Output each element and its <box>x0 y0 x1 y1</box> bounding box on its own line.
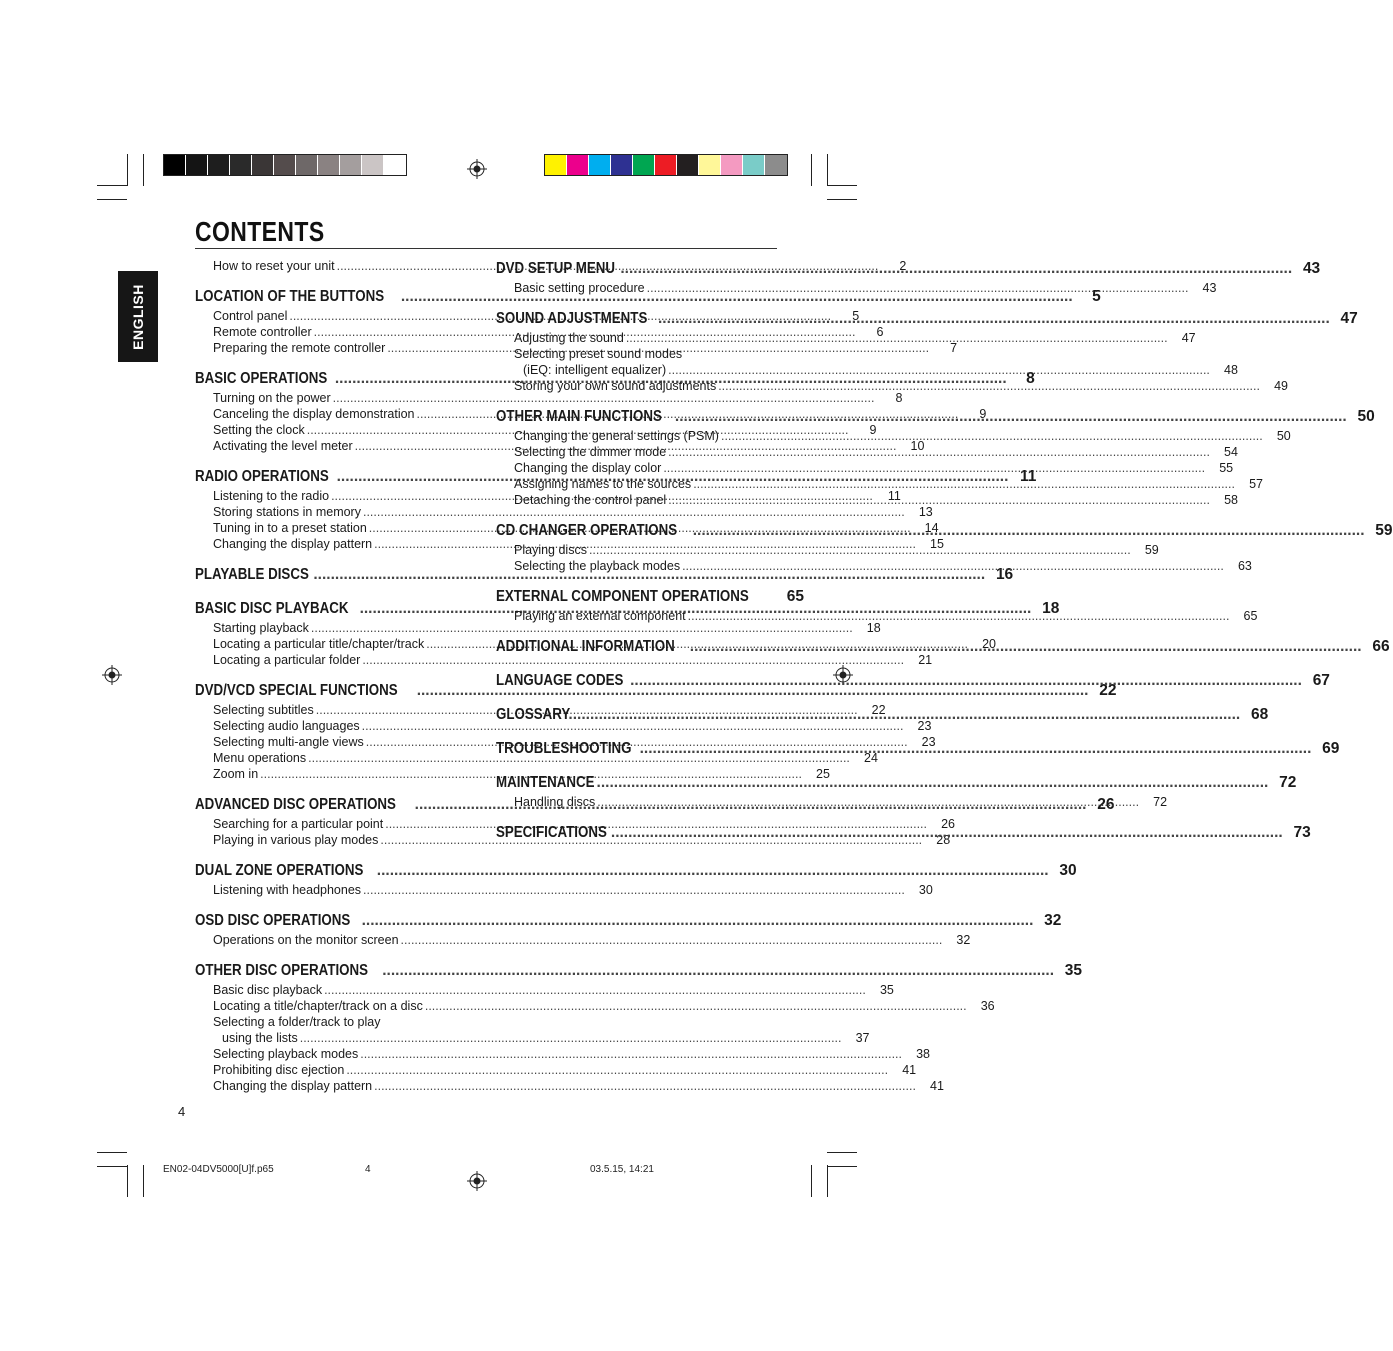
toc-item-label: Playing an external component <box>514 609 686 623</box>
toc-item-label: Setting the clock <box>213 423 305 437</box>
footer-page: 4 <box>365 1164 371 1175</box>
toc-heading-label: ADDITIONAL INFORMATION <box>496 638 675 655</box>
toc-item-page: 8 <box>895 391 903 405</box>
toc-item[interactable] <box>195 932 971 948</box>
toc-item-label: Searching for a particular point <box>213 817 384 831</box>
color-swatch <box>567 155 589 175</box>
dot-leader <box>597 772 1269 794</box>
toc-item-page: 13 <box>918 505 933 519</box>
toc-item-label: Storing your own sound adjustments <box>514 379 717 393</box>
toc-item-page: 23 <box>921 735 936 749</box>
toc-item[interactable] <box>195 652 933 668</box>
toc-item-page: 2 <box>899 259 907 273</box>
toc-heading-page: 35 <box>1064 962 1083 979</box>
toc-heading-page: 65 <box>786 588 804 605</box>
toc-section <box>195 910 1062 948</box>
dot-leader <box>382 960 1054 982</box>
toc-item-page: 9 <box>869 423 877 437</box>
toc-heading-label: BASIC DISC PLAYBACK <box>195 600 349 617</box>
toc-item-page: 49 <box>1274 379 1288 393</box>
color-swatch <box>589 155 611 175</box>
color-swatch <box>765 155 787 175</box>
toc-item-page: 30 <box>918 883 933 897</box>
dot-leader <box>377 860 1049 882</box>
toc-item-label: Detaching the control panel <box>514 493 667 507</box>
toc-item[interactable] <box>195 1046 931 1062</box>
toc-item-label: Control panel <box>213 309 288 323</box>
toc-heading-label: CD CHANGER OPERATIONS <box>496 522 678 539</box>
language-tab-label: ENGLISH <box>130 283 146 350</box>
toc-heading-label: SOUND ADJUSTMENTS <box>496 310 648 327</box>
toc-heading-page: 47 <box>1340 310 1358 327</box>
toc-item-label: Playing discs <box>514 543 587 557</box>
page-title: CONTENTS <box>195 216 325 247</box>
color-swatch <box>230 155 252 175</box>
toc-item-label: Selecting a folder/track to play <box>213 1015 381 1029</box>
toc-item-label: Changing the display color <box>514 461 662 475</box>
toc-heading-page: 67 <box>1312 672 1330 689</box>
toc-item[interactable] <box>496 428 1291 444</box>
dot-leader <box>611 822 1283 844</box>
toc-item[interactable] <box>195 998 995 1014</box>
toc-item-page: 5 <box>852 309 860 323</box>
toc-heading[interactable] <box>195 960 1083 982</box>
toc-heading-label: EXTERNAL COMPONENT OPERATIONS <box>496 588 749 605</box>
dot-leader <box>597 794 1139 810</box>
footer-date: 03.5.15, 14:21 <box>590 1164 654 1175</box>
dot-leader <box>362 910 1034 932</box>
dot-leader <box>620 258 1292 280</box>
dot-leader <box>658 308 1330 330</box>
toc-heading-label: TROUBLESHOOTING <box>496 740 632 757</box>
dot-leader <box>688 608 1230 624</box>
toc-item-page: 36 <box>980 999 995 1013</box>
toc-section <box>195 960 1083 1094</box>
toc-item[interactable] <box>195 504 933 520</box>
toc-item[interactable] <box>195 882 933 898</box>
toc-item-label: Storing stations in memory <box>213 505 361 519</box>
toc-item-label: Selecting multi-angle views <box>213 735 364 749</box>
toc-item-label: Prohibiting disc ejection <box>213 1063 345 1077</box>
toc-heading-page: 16 <box>995 566 1014 583</box>
toc-item-label: Locating a title/chapter/track on a disc <box>213 999 423 1013</box>
toc-item-label: using the lists <box>222 1031 298 1045</box>
registration-mark-icon <box>102 665 122 685</box>
color-swatch <box>296 155 318 175</box>
toc-heading-label: OTHER DISC OPERATIONS <box>195 962 369 979</box>
toc-heading-page: 32 <box>1044 912 1062 929</box>
dot-leader <box>640 738 1312 760</box>
toc-item-label: Zoom in <box>213 767 259 781</box>
toc-heading-label: LANGUAGE CODES <box>496 672 624 689</box>
toc-item-page: 22 <box>871 703 886 717</box>
toc-heading[interactable] <box>496 258 1321 280</box>
toc-heading-label: SPECIFICATIONS <box>496 824 607 841</box>
toc-heading-label: RADIO OPERATIONS <box>195 468 329 485</box>
toc-item-page: 18 <box>866 621 881 635</box>
toc-item-page: 25 <box>816 767 830 781</box>
color-swatch <box>655 155 677 175</box>
toc-item-page: 23 <box>917 719 932 733</box>
toc-item-page: 41 <box>902 1063 917 1077</box>
toc-item-label: Selecting the playback modes <box>514 559 681 573</box>
dot-leader <box>668 492 1210 508</box>
toc-heading-label: LOCATION OF THE BUTTONS <box>195 288 385 305</box>
toc-item-label: Changing the general settings (PSM) <box>514 429 719 443</box>
color-swatch <box>721 155 743 175</box>
toc-heading[interactable] <box>496 308 1358 330</box>
toc-heading-page: 69 <box>1322 740 1340 757</box>
toc-item[interactable] <box>195 1062 917 1078</box>
toc-heading[interactable] <box>195 860 1077 882</box>
toc-item-page: 59 <box>1144 543 1159 557</box>
toc-item-page: 65 <box>1243 609 1258 623</box>
color-swatch <box>611 155 633 175</box>
toc-item-page: 54 <box>1224 445 1238 459</box>
toc-item[interactable] <box>195 766 830 782</box>
toc-item-page: 57 <box>1249 477 1263 491</box>
toc-item-label: Starting playback <box>213 621 309 635</box>
page-number: 4 <box>178 1104 186 1119</box>
color-swatch <box>208 155 230 175</box>
dot-leader <box>300 1030 842 1046</box>
toc-heading-page: 5 <box>1092 288 1101 305</box>
toc-item-page: 7 <box>950 341 958 355</box>
toc-item-label: (iEQ: intelligent equalizer) <box>523 363 667 377</box>
color-swatch <box>252 155 274 175</box>
toc-heading-label: PLAYABLE DISCS <box>195 566 309 583</box>
dot-leader <box>363 882 905 898</box>
toc-item-label: Selecting the dimmer mode <box>514 445 667 459</box>
color-swatch <box>186 155 208 175</box>
toc-item-page: 38 <box>916 1047 931 1061</box>
toc-heading-page: 18 <box>1042 600 1060 617</box>
dot-leader <box>668 362 1210 378</box>
toc-heading-page: 50 <box>1357 408 1375 425</box>
color-swatch <box>274 155 296 175</box>
dot-leader <box>626 330 1168 346</box>
toc-item-label: Playing in various play modes <box>213 833 379 847</box>
toc-item[interactable] <box>195 620 881 636</box>
toc-heading-page: 68 <box>1250 706 1269 723</box>
toc-heading-page: 66 <box>1372 638 1390 655</box>
toc-heading-page: 26 <box>1097 796 1115 813</box>
toc-item-page: 47 <box>1181 331 1196 345</box>
toc-item-page: 6 <box>876 325 884 339</box>
toc-item-page: 15 <box>930 537 944 551</box>
color-swatch <box>384 155 406 175</box>
toc-item-page: 58 <box>1224 493 1238 507</box>
toc-item-page: 11 <box>887 489 901 503</box>
toc-heading-label: DVD SETUP MENU <box>496 260 616 277</box>
dot-leader <box>721 428 1263 444</box>
toc-item-page: 32 <box>956 933 971 947</box>
toc-item-label: Locating a particular title/chapter/track <box>213 637 425 651</box>
toc-item[interactable] <box>195 1014 477 1030</box>
toc-item-page: 26 <box>941 817 956 831</box>
toc-item-page: 48 <box>1224 363 1238 377</box>
color-swatch <box>633 155 655 175</box>
toc-heading-label: DUAL ZONE OPERATIONS <box>195 862 364 879</box>
toc-item-page: 9 <box>979 407 987 421</box>
language-tab <box>118 271 158 362</box>
toc-item-label: Selecting subtitles <box>213 703 314 717</box>
toc-heading[interactable] <box>496 586 804 608</box>
toc-item-label: Selecting playback modes <box>213 1047 359 1061</box>
toc-item-label: Tuning in to a preset station <box>213 521 367 535</box>
dot-leader <box>324 982 866 998</box>
toc-item-label: Basic setting procedure <box>514 281 645 295</box>
toc-item[interactable] <box>496 378 1288 394</box>
toc-heading-label: MAINTENANCE <box>496 774 595 791</box>
toc-item-label: Remote controller <box>213 325 312 339</box>
toc-heading-label: ADVANCED DISC OPERATIONS <box>195 796 396 813</box>
toc-heading-page: 73 <box>1293 824 1311 841</box>
toc-section <box>496 308 1358 394</box>
toc-item[interactable] <box>496 346 777 362</box>
grayscale-calibration-bar <box>163 154 407 176</box>
color-swatch <box>340 155 362 175</box>
toc-heading-label: OTHER MAIN FUNCTIONS <box>496 408 662 425</box>
toc-item-label: Activating the level meter <box>213 439 353 453</box>
dot-leader <box>663 460 1205 476</box>
color-swatch <box>677 155 699 175</box>
toc-item-label: Adjusting the sound <box>514 331 624 345</box>
toc-item[interactable] <box>195 816 956 832</box>
color-swatch <box>545 155 567 175</box>
dot-leader <box>675 406 1347 428</box>
toc-item[interactable] <box>195 1078 944 1094</box>
toc-heading-page: 43 <box>1302 260 1321 277</box>
toc-item-label: Locating a particular folder <box>213 653 361 667</box>
toc-heading-page: 8 <box>1026 370 1035 387</box>
toc-heading-page: 59 <box>1375 522 1393 539</box>
toc-item-page: 21 <box>918 653 933 667</box>
dot-leader <box>630 670 1302 692</box>
dot-leader <box>589 542 1131 558</box>
toc-heading-page: 30 <box>1059 862 1077 879</box>
toc-item[interactable] <box>195 718 932 734</box>
toc-item[interactable] <box>496 280 1217 296</box>
toc-heading-label: GLOSSARY <box>496 706 571 723</box>
color-swatch <box>362 155 384 175</box>
color-swatch <box>164 155 186 175</box>
toc-item-page: 14 <box>924 521 939 535</box>
toc-heading[interactable] <box>496 406 1375 428</box>
dot-leader <box>693 476 1235 492</box>
toc-item-page: 37 <box>855 1031 870 1045</box>
toc-item-page: 72 <box>1153 795 1168 809</box>
toc-item-label: Assigning names to the sources <box>514 477 692 491</box>
toc-item-label: Changing the display pattern <box>213 1079 373 1093</box>
toc-item-label: Selecting audio languages <box>213 719 360 733</box>
title-rule <box>195 248 777 249</box>
dot-leader <box>693 520 1365 542</box>
toc-item[interactable] <box>496 558 1252 574</box>
toc-heading-label: OSD DISC OPERATIONS <box>195 912 351 929</box>
dot-leader <box>374 1078 916 1094</box>
registration-mark-icon <box>467 1171 487 1191</box>
toc-item[interactable] <box>496 330 1196 346</box>
toc-item-label: Handling discs <box>514 795 596 809</box>
toc-item-label: Menu operations <box>213 751 307 765</box>
toc-item-page: 43 <box>1202 281 1217 295</box>
toc-item[interactable] <box>195 390 903 406</box>
toc-heading[interactable] <box>195 910 1062 932</box>
toc-item-label: Operations on the monitor screen <box>213 933 399 947</box>
toc-heading-label: BASIC OPERATIONS <box>195 370 328 387</box>
registration-mark-icon <box>467 159 487 179</box>
toc-item-label: Changing the display pattern <box>213 537 373 551</box>
toc-item-page: 28 <box>936 833 951 847</box>
dot-leader <box>682 558 1224 574</box>
toc-item-label: Selecting preset sound modes <box>514 347 683 361</box>
dot-leader <box>360 1046 902 1062</box>
toc-heading-label: DVD/VCD SPECIAL FUNCTIONS <box>195 682 398 699</box>
toc-item[interactable] <box>195 982 894 998</box>
color-swatch <box>743 155 765 175</box>
color-swatch <box>318 155 340 175</box>
toc-item-label: Preparing the remote controller <box>213 341 386 355</box>
toc-item-page: 24 <box>864 751 878 765</box>
toc-item-label: Basic disc playback <box>213 983 323 997</box>
dot-leader <box>346 1062 888 1078</box>
dot-leader <box>647 280 1189 296</box>
footer-filename: EN02-04DV5000[U]f.p65 <box>163 1164 274 1175</box>
toc-item[interactable] <box>496 460 1234 476</box>
toc-section <box>496 258 1321 296</box>
toc-item-page: 63 <box>1237 559 1252 573</box>
dot-leader <box>718 378 1260 394</box>
color-swatch <box>699 155 721 175</box>
color-calibration-bar <box>544 154 788 176</box>
toc-item-label: How to reset your unit <box>213 259 335 273</box>
dot-leader <box>425 998 967 1014</box>
toc-section <box>195 860 1077 898</box>
dot-leader <box>668 444 1210 460</box>
toc-item[interactable] <box>195 1030 870 1046</box>
dot-leader <box>401 932 943 948</box>
toc-item-page: 35 <box>879 983 894 997</box>
dot-leader <box>690 636 1362 658</box>
toc-item[interactable] <box>195 750 878 766</box>
toc-item-page: 50 <box>1276 429 1291 443</box>
toc-item-page: 10 <box>910 439 925 453</box>
toc-heading-page: 22 <box>1099 682 1117 699</box>
toc-item-page: 55 <box>1219 461 1234 475</box>
toc-item-page: 20 <box>982 637 996 651</box>
toc-item-page: 41 <box>930 1079 944 1093</box>
toc-item-label: Listening with headphones <box>213 883 362 897</box>
toc-item-label: Turning on the power <box>213 391 331 405</box>
toc-item[interactable] <box>496 362 1238 378</box>
dot-leader <box>568 704 1240 726</box>
toc-heading-page: 72 <box>1279 774 1297 791</box>
toc-item-label: Listening to the radio <box>213 489 330 503</box>
toc-item-label: Canceling the display demonstration <box>213 407 415 421</box>
toc-heading-page: 11 <box>1020 468 1037 485</box>
